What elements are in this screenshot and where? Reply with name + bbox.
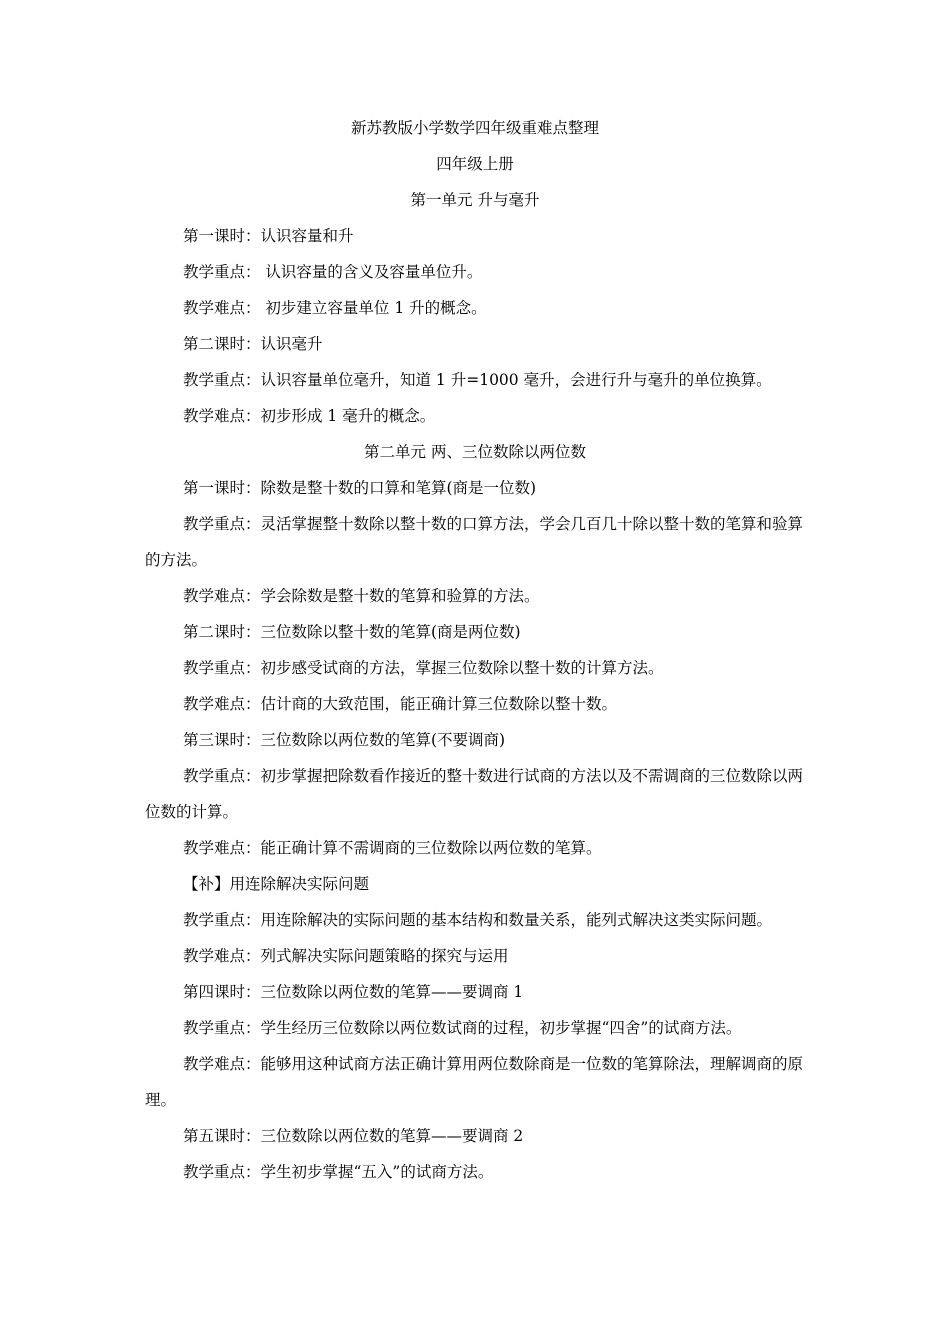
teaching-difficulty: 教学难点： 初步建立容量单位 1 升的概念。 — [183, 299, 487, 317]
unit-heading: 第二单元 两、三位数除以两位数 — [364, 443, 586, 461]
teaching-difficulty: 教学难点：列式解决实际问题策略的探究与运用 — [183, 947, 509, 965]
teaching-difficulty: 教学难点：能够用这种试商方法正确计算用两位数除商是一位数的笔算除法，理解调商的原理。 — [145, 1055, 804, 1109]
teaching-focus: 教学重点：学生初步掌握“五入”的试商方法。 — [183, 1163, 494, 1181]
document-body — [145, 110, 805, 1190]
lesson-title: 第一课时：认识容量和升 — [183, 227, 354, 245]
teaching-focus: 教学重点： 认识容量的含义及容量单位升。 — [183, 263, 483, 281]
teaching-focus: 教学重点：学生经历三位数除以两位数试商的过程，初步掌握“四舍”的试商方法。 — [183, 1019, 742, 1037]
teaching-focus: 教学重点：用连除解决的实际问题的基本结构和数量关系，能列式解决这类实际问题。 — [183, 911, 773, 929]
teaching-difficulty: 教学难点：初步形成 1 毫升的概念。 — [183, 407, 436, 425]
lesson-title: 第三课时：三位数除以两位数的笔算(不要调商) — [183, 731, 506, 749]
supplement-title: 【补】用连除解决实际问题 — [183, 875, 370, 893]
teaching-difficulty: 教学难点：学会除数是整十数的笔算和验算的方法。 — [183, 587, 540, 605]
teaching-focus: 教学重点：灵活掌握整十数除以整十数的口算方法，学会几百几十除以整十数的笔算和验算的方法。 — [145, 515, 804, 569]
teaching-focus: 教学重点：初步掌握把除数看作接近的整十数进行试商的方法以及不需调商的三位数除以两位数的计算。 — [145, 767, 804, 821]
teaching-focus: 教学重点：初步感受试商的方法，掌握三位数除以整十数的计算方法。 — [183, 659, 664, 677]
lesson-title: 第五课时：三位数除以两位数的笔算——要调商 2 — [183, 1127, 524, 1145]
lesson-title: 第二课时：认识毫升 — [183, 335, 323, 353]
teaching-difficulty: 教学难点：能正确计算不需调商的三位数除以两位数的笔算。 — [183, 839, 602, 857]
unit-heading: 第一单元 升与毫升 — [410, 191, 540, 209]
volume-heading: 四年级上册 — [436, 155, 514, 173]
lesson-title: 第一课时：除数是整十数的口算和笔算(商是一位数) — [183, 479, 537, 497]
lesson-title: 第四课时：三位数除以两位数的笔算——要调商 1 — [183, 983, 524, 1001]
document-title: 新苏教版小学数学四年级重难点整理 — [350, 119, 599, 137]
teaching-difficulty: 教学难点：估计商的大致范围，能正确计算三位数除以整十数。 — [183, 695, 618, 713]
lesson-title: 第二课时：三位数除以整十数的笔算(商是两位数) — [183, 623, 521, 641]
teaching-focus: 教学重点：认识容量单位毫升，知道 1 升=1000 毫升，会进行升与毫升的单位换算。 — [183, 371, 772, 389]
